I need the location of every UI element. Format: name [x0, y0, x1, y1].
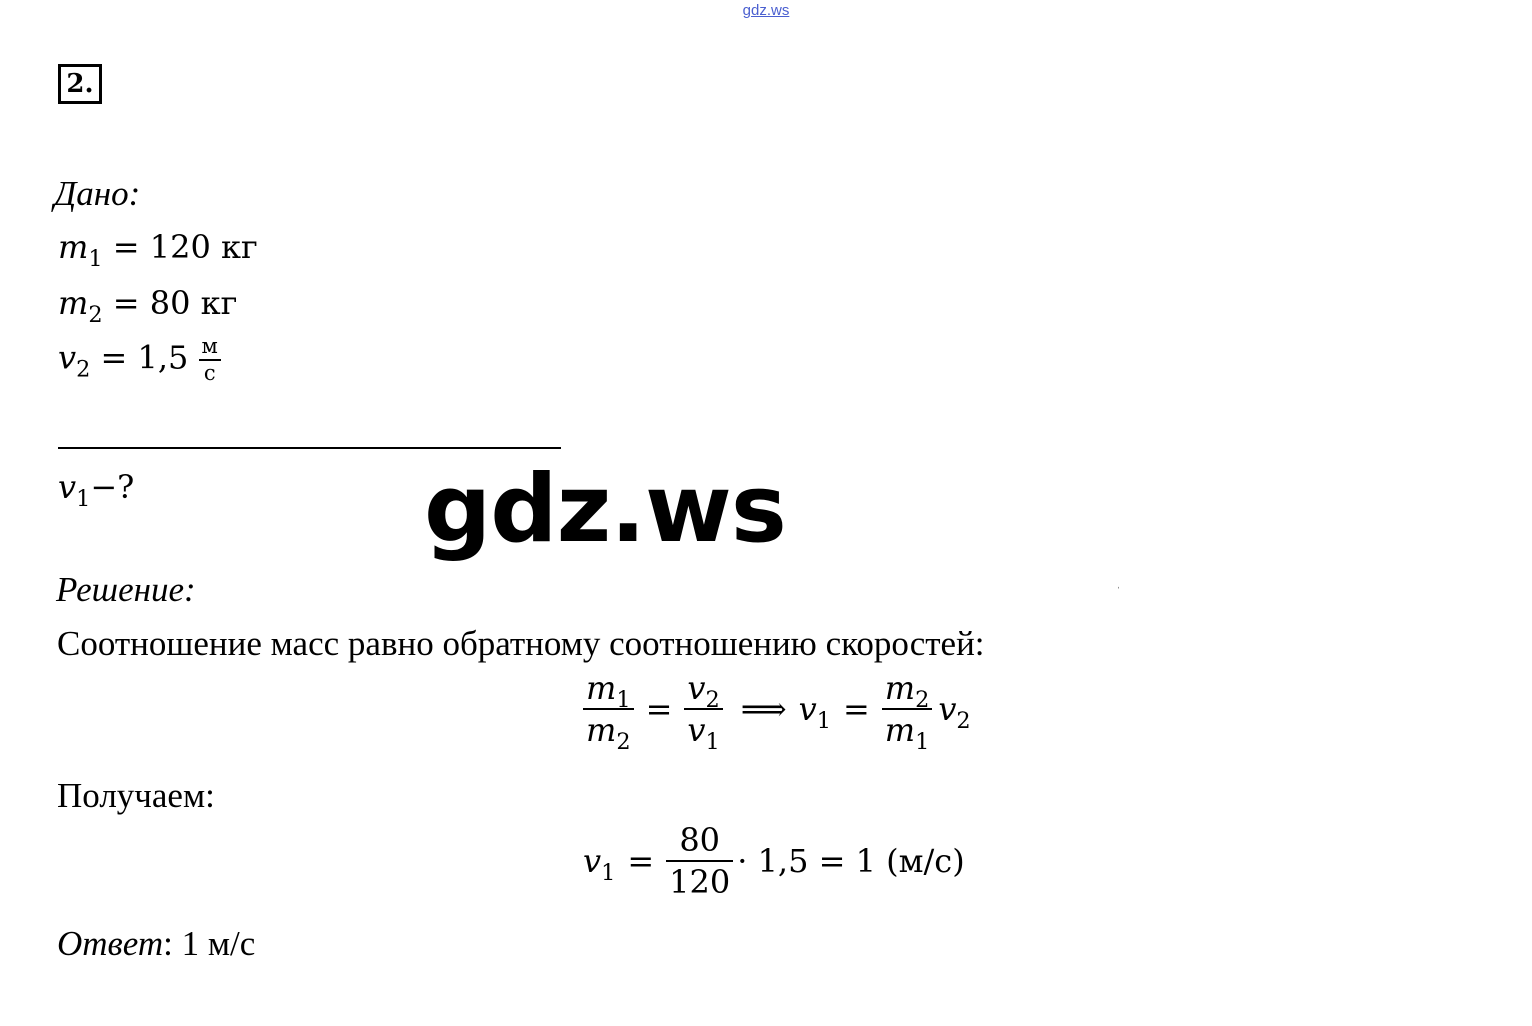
unit-numerator: м	[201, 334, 218, 358]
var-subscript: 1	[601, 859, 616, 886]
var-symbol: v	[938, 690, 957, 728]
given-m1	[58, 228, 258, 272]
answer-value: : 1 м/с	[163, 924, 256, 963]
formula-result	[583, 821, 965, 901]
var-subscript: 2	[88, 301, 103, 328]
fraction-masses	[583, 669, 634, 755]
var-subscript: 1	[816, 707, 831, 734]
find-line	[58, 468, 135, 512]
solution-header: Решение:	[56, 570, 196, 609]
top-watermark[interactable]: gdz.ws	[742, 2, 790, 19]
equals-sign: =	[627, 842, 655, 880]
var-subscript: 2	[616, 728, 631, 755]
given-m2	[58, 284, 238, 328]
var-subscript: 2	[956, 707, 971, 734]
problem-number: 2.	[58, 64, 102, 104]
var-subscript: 1	[705, 728, 720, 755]
var-symbol: v	[58, 468, 77, 506]
center-watermark: gdz.ws	[424, 455, 786, 564]
formula-ratio	[583, 669, 971, 755]
var-symbol: v	[798, 690, 817, 728]
answer-line	[57, 924, 255, 964]
result-variable	[583, 842, 616, 886]
result-value: · 1,5 = 1 (м/с)	[737, 842, 965, 880]
stray-mark: ˌ	[1117, 578, 1121, 589]
var-symbol: v	[583, 842, 602, 880]
given-v2	[58, 336, 221, 384]
var-symbol: v	[687, 711, 706, 749]
var-symbol: m	[884, 669, 916, 707]
given-v2-value: = 1,5	[90, 338, 189, 377]
var-subscript: 2	[705, 686, 720, 713]
given-header: Дано:	[54, 174, 141, 213]
var-symbol: m	[586, 711, 617, 749]
result-variable	[798, 690, 831, 734]
solution-text-2: Получаем:	[57, 776, 215, 815]
unit-fraction	[199, 336, 221, 384]
var-subscript: 1	[915, 728, 930, 755]
var-symbol: m	[58, 228, 89, 266]
find-question: −?	[90, 468, 135, 506]
var-symbol: v	[687, 669, 706, 707]
var-subscript: 2	[915, 686, 930, 713]
given-m1-value: = 120 кг	[102, 228, 258, 266]
solution-text-1: Соотношение масс равно обратному соотношению скоростей:	[57, 624, 985, 663]
fraction-numerator: 80	[679, 821, 721, 859]
fraction-denominator: 120	[669, 863, 731, 901]
fraction-numbers	[666, 821, 733, 901]
tail-variable	[938, 690, 971, 734]
var-symbol: m	[884, 711, 916, 749]
var-subscript: 1	[616, 686, 631, 713]
unit-denominator: с	[203, 361, 216, 385]
var-subscript: 1	[88, 245, 103, 272]
var-symbol: v	[58, 338, 77, 377]
var-subscript: 2	[76, 356, 91, 383]
implies-arrow: ⟹	[740, 690, 787, 728]
given-m2-value: = 80 кг	[102, 284, 238, 322]
var-subscript: 1	[76, 485, 91, 512]
given-separator	[58, 447, 561, 449]
equals-sign: =	[842, 690, 870, 728]
var-symbol: m	[58, 284, 89, 322]
var-symbol: m	[586, 669, 617, 707]
fraction-velocities	[684, 669, 722, 755]
fraction-masses-inverse	[882, 669, 933, 755]
answer-label: Ответ	[57, 924, 164, 963]
equals-sign: =	[645, 690, 673, 728]
